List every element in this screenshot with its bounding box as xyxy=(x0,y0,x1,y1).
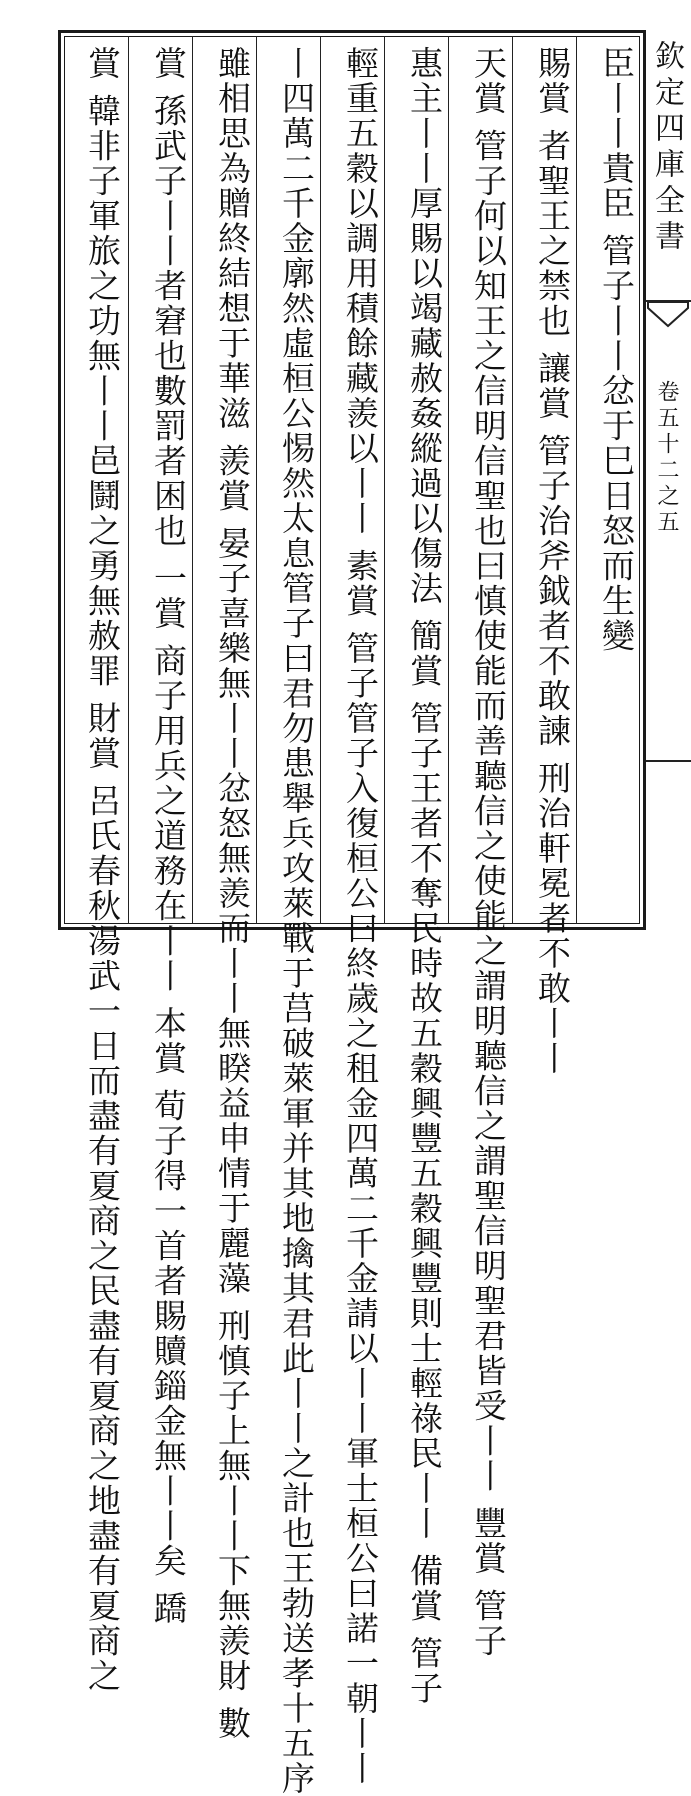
margin-book-title: 欽定四庫全書 xyxy=(649,40,684,256)
column-divider xyxy=(384,36,385,924)
text-column-6: 丨四萬二千金廓然虛桓公惕然太息管子曰君勿患舉兵攻萊戰于莒破萊軍并其地擒其君此丨丨之計也王勃送孝十五序 xyxy=(277,46,316,1796)
margin-juan-number: 卷五十二之五 xyxy=(654,380,679,536)
text-column-1: 臣丨丨貴臣 管子丨丨忿于巳日怒而生變 xyxy=(597,46,636,654)
fish-tail-mark xyxy=(646,300,690,330)
column-divider xyxy=(448,36,449,924)
text-column-4: 惠主丨丨厚賜以竭藏赦姦縱過以傷法 簡賞 管子王者不奪民時故五穀興豐五穀興豐則士輕祿民丨丨 備賞 管子 xyxy=(405,46,444,1706)
text-column-5: 輕重五穀以調用積餘藏羨以丨丨 素賞 管子管子入復桓公曰終歲之租金四萬二千金請以丨丨軍士桓公曰諾一朝丨丨 xyxy=(341,46,380,1786)
text-column-3: 天賞 管子何以知王之信明信聖也曰慎使能而善聽信之使能之謂明聽信之謂聖信明聖君皆受丨丨 豐賞 管子 xyxy=(469,46,508,1659)
column-divider xyxy=(192,36,193,924)
text-column-2: 賜賞 者聖王之禁也 讓賞 管子治斧鉞者不敢諫 刑治軒冕者不敢丨丨 xyxy=(533,46,572,1076)
column-divider xyxy=(320,36,321,924)
column-divider xyxy=(128,36,129,924)
column-divider xyxy=(256,36,257,924)
column-divider xyxy=(512,36,513,924)
text-column-8: 賞 孫武子丨丨者窘也數罰者困也 一賞 商子用兵之道務在丨丨 本賞 荀子得一首者賜贖錙金無丨丨矣 蹻 xyxy=(149,46,188,1626)
margin-rule xyxy=(646,760,691,762)
column-divider xyxy=(576,36,577,924)
text-column-7: 雖相思為贈終結想于華滋 羨賞 晏子喜樂無丨丨忿怒無羨而丨丨無睽益申情于麗藻 刑慎子上無丨丨下無羨財 數 xyxy=(213,46,252,1741)
text-column-9: 賞 韓非子軍旅之功無丨丨邑鬪之勇無赦罪 財賞 呂氏春秋湯武一日而盡有夏商之民盡有夏商之地盡有夏商之 xyxy=(83,46,122,1694)
